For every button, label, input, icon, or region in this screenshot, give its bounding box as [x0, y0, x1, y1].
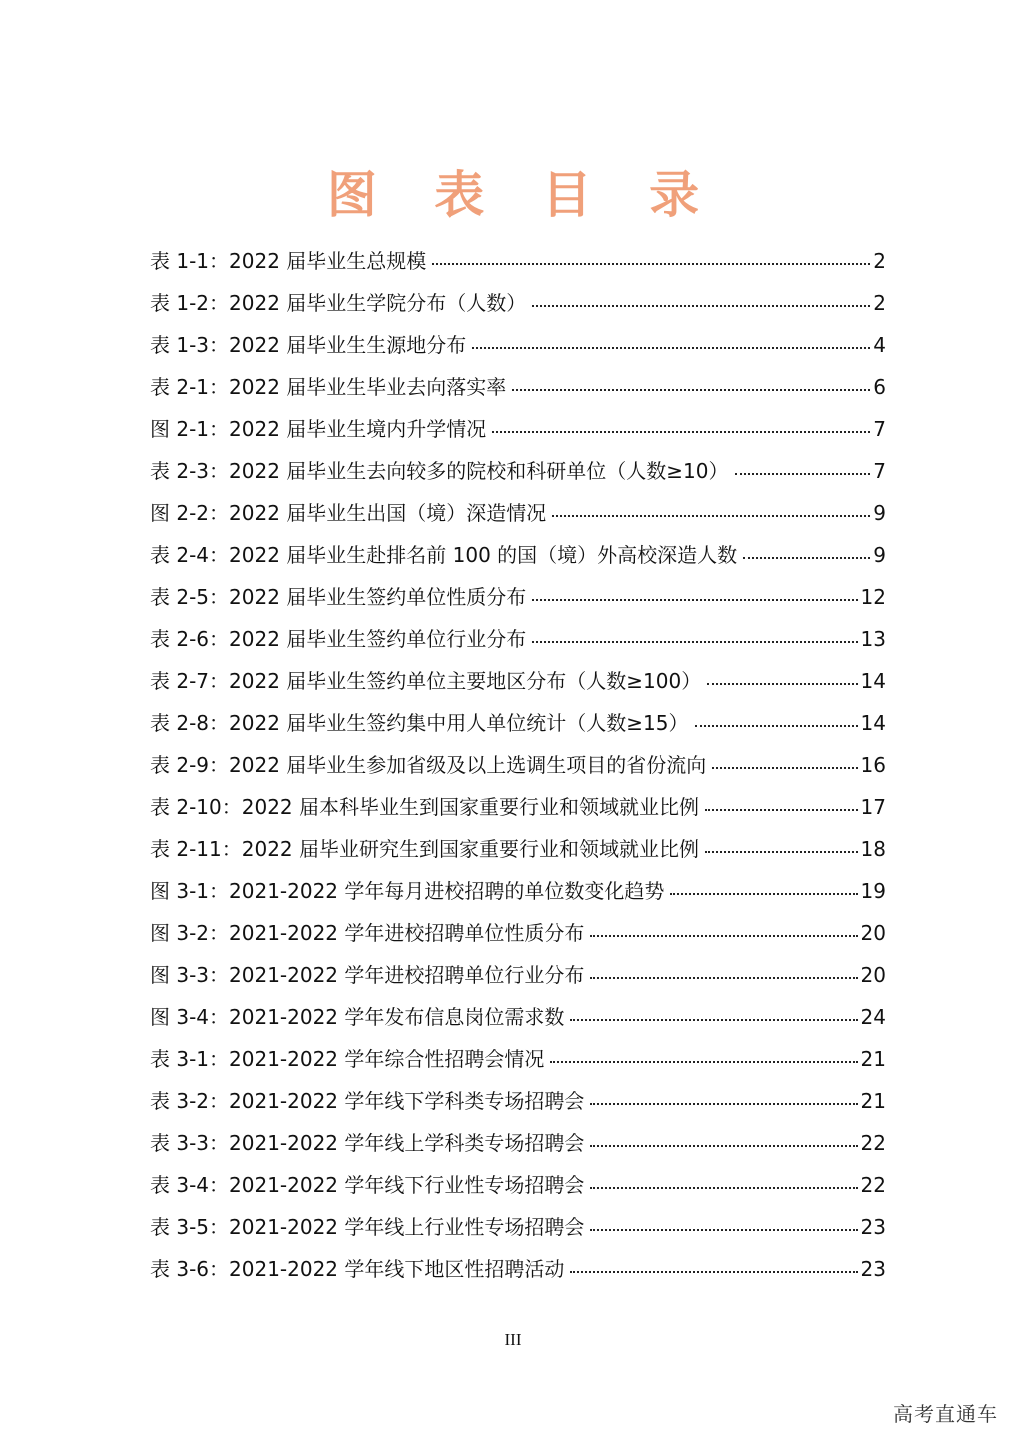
- toc-dot-leader: [550, 1061, 857, 1063]
- toc-entry-page: 22: [860, 1173, 886, 1197]
- toc-dot-leader: [705, 809, 858, 811]
- toc-entry-page: 22: [860, 1131, 886, 1155]
- toc-entry-label: 图 2-2：2022 届毕业生出国（境）深造情况: [150, 501, 547, 525]
- toc-entry-page: 13: [860, 627, 886, 651]
- toc-dot-leader: [735, 473, 871, 475]
- toc-entry[interactable]: [150, 287, 886, 329]
- toc-entry-page: 16: [860, 753, 886, 777]
- toc-entry-page: 7: [873, 459, 886, 483]
- toc-entry[interactable]: [150, 497, 886, 539]
- toc-dot-leader: [532, 305, 870, 307]
- toc-entry-page: 20: [860, 963, 886, 987]
- toc-dot-leader: [570, 1271, 857, 1273]
- toc-dot-leader: [590, 977, 857, 979]
- table-of-contents: [150, 245, 886, 1295]
- toc-dot-leader: [590, 935, 857, 937]
- toc-entry-label: 表 2-3：2022 届毕业生去向较多的院校和科研单位（人数≥10）: [150, 459, 729, 483]
- toc-entry-page: 23: [860, 1215, 886, 1239]
- toc-entry-label: 表 1-1：2022 届毕业生总规模: [150, 249, 427, 273]
- toc-dot-leader: [590, 1187, 857, 1189]
- toc-entry-page: 2: [873, 291, 886, 315]
- toc-entry-label: 表 2-4：2022 届毕业生赴排名前 100 的国（境）外高校深造人数: [150, 543, 738, 567]
- toc-entry-label: 表 3-2：2021-2022 学年线下学科类专场招聘会: [150, 1089, 585, 1113]
- toc-entry-page: 17: [860, 795, 886, 819]
- toc-entry-page: 24: [860, 1005, 886, 1029]
- toc-entry[interactable]: [150, 749, 886, 791]
- toc-entry[interactable]: [150, 665, 886, 707]
- toc-dot-leader: [590, 1145, 857, 1147]
- toc-entry-page: 21: [860, 1089, 886, 1113]
- watermark: 高考直通车: [893, 1402, 998, 1426]
- toc-entry-label: 表 3-5：2021-2022 学年线上行业性专场招聘会: [150, 1215, 585, 1239]
- toc-entry[interactable]: [150, 581, 886, 623]
- toc-entry[interactable]: [150, 1169, 886, 1211]
- toc-entry-page: 18: [860, 837, 886, 861]
- toc-entry-page: 12: [860, 585, 886, 609]
- toc-entry-page: 9: [873, 543, 886, 567]
- toc-entry-label: 表 2-6：2022 届毕业生签约单位行业分布: [150, 627, 527, 651]
- toc-entry-label: 图 2-1：2022 届毕业生境内升学情况: [150, 417, 487, 441]
- toc-dot-leader: [492, 431, 870, 433]
- page-number: III: [504, 1330, 522, 1349]
- toc-entry[interactable]: [150, 1253, 886, 1295]
- toc-entry-label: 表 3-4：2021-2022 学年线下行业性专场招聘会: [150, 1173, 585, 1197]
- toc-dot-leader: [570, 1019, 857, 1021]
- toc-entry-label: 表 2-5：2022 届毕业生签约单位性质分布: [150, 585, 527, 609]
- toc-dot-leader: [707, 683, 857, 685]
- toc-entry-label: 表 1-2：2022 届毕业生学院分布（人数）: [150, 291, 527, 315]
- toc-entry[interactable]: [150, 623, 886, 665]
- toc-dot-leader: [590, 1103, 857, 1105]
- toc-dot-leader: [695, 725, 858, 727]
- toc-entry[interactable]: [150, 959, 886, 1001]
- toc-entry[interactable]: [150, 1127, 886, 1169]
- toc-entry[interactable]: [150, 1211, 886, 1253]
- toc-dot-leader: [590, 1229, 857, 1231]
- toc-entry[interactable]: [150, 1001, 886, 1043]
- toc-dot-leader: [532, 641, 857, 643]
- toc-entry[interactable]: [150, 707, 886, 749]
- toc-entry[interactable]: [150, 1085, 886, 1127]
- toc-entry[interactable]: [150, 791, 886, 833]
- toc-entry-page: 4: [873, 333, 886, 357]
- toc-entry-page: 19: [860, 879, 886, 903]
- toc-entry-label: 表 3-6：2021-2022 学年线下地区性招聘活动: [150, 1257, 565, 1281]
- toc-entry[interactable]: [150, 371, 886, 413]
- toc-entry-label: 图 3-2：2021-2022 学年进校招聘单位性质分布: [150, 921, 585, 945]
- toc-entry-label: 图 3-1：2021-2022 学年每月进校招聘的单位数变化趋势: [150, 879, 665, 903]
- toc-entry-label: 表 2-11：2022 届毕业研究生到国家重要行业和领域就业比例: [150, 837, 700, 861]
- toc-dot-leader: [670, 893, 857, 895]
- toc-entry-label: 表 2-10：2022 届本科毕业生到国家重要行业和领域就业比例: [150, 795, 700, 819]
- toc-entry-label: 图 3-4：2021-2022 学年发布信息岗位需求数: [150, 1005, 565, 1029]
- toc-entry[interactable]: [150, 1043, 886, 1085]
- toc-entry[interactable]: [150, 833, 886, 875]
- toc-entry-page: 7: [873, 417, 886, 441]
- toc-dot-leader: [705, 851, 858, 853]
- toc-entry-page: 21: [860, 1047, 886, 1071]
- toc-entry[interactable]: [150, 875, 886, 917]
- toc-entry[interactable]: [150, 455, 886, 497]
- toc-entry[interactable]: [150, 245, 886, 287]
- toc-dot-leader: [712, 767, 857, 769]
- toc-entry[interactable]: [150, 413, 886, 455]
- toc-dot-leader: [743, 557, 870, 559]
- toc-entry-page: 14: [860, 669, 886, 693]
- toc-entry-page: 9: [873, 501, 886, 525]
- toc-entry-label: 图 3-3：2021-2022 学年进校招聘单位行业分布: [150, 963, 585, 987]
- toc-entry-label: 表 2-9：2022 届毕业生参加省级及以上选调生项目的省份流向: [150, 753, 707, 777]
- toc-entry-page: 23: [860, 1257, 886, 1281]
- toc-entry-page: 20: [860, 921, 886, 945]
- toc-dot-leader: [432, 263, 870, 265]
- toc-entry-label: 表 2-8：2022 届毕业生签约集中用人单位统计（人数≥15）: [150, 711, 689, 735]
- toc-dot-leader: [512, 389, 870, 391]
- toc-dot-leader: [532, 599, 857, 601]
- toc-dot-leader: [472, 347, 870, 349]
- toc-entry-label: 表 2-1：2022 届毕业生毕业去向落实率: [150, 375, 507, 399]
- toc-entry-label: 表 3-3：2021-2022 学年线上学科类专场招聘会: [150, 1131, 585, 1155]
- toc-entry-label: 表 3-1：2021-2022 学年综合性招聘会情况: [150, 1047, 545, 1071]
- toc-entry-page: 14: [860, 711, 886, 735]
- toc-entry-label: 表 2-7：2022 届毕业生签约单位主要地区分布（人数≥100）: [150, 669, 702, 693]
- toc-entry[interactable]: [150, 539, 886, 581]
- toc-entry-page: 6: [873, 375, 886, 399]
- page-title: 图 表 目 录: [326, 166, 720, 224]
- toc-entry[interactable]: [150, 329, 886, 371]
- toc-entry-label: 表 1-3：2022 届毕业生生源地分布: [150, 333, 467, 357]
- toc-entry[interactable]: [150, 917, 886, 959]
- toc-entry-page: 2: [873, 249, 886, 273]
- toc-dot-leader: [552, 515, 870, 517]
